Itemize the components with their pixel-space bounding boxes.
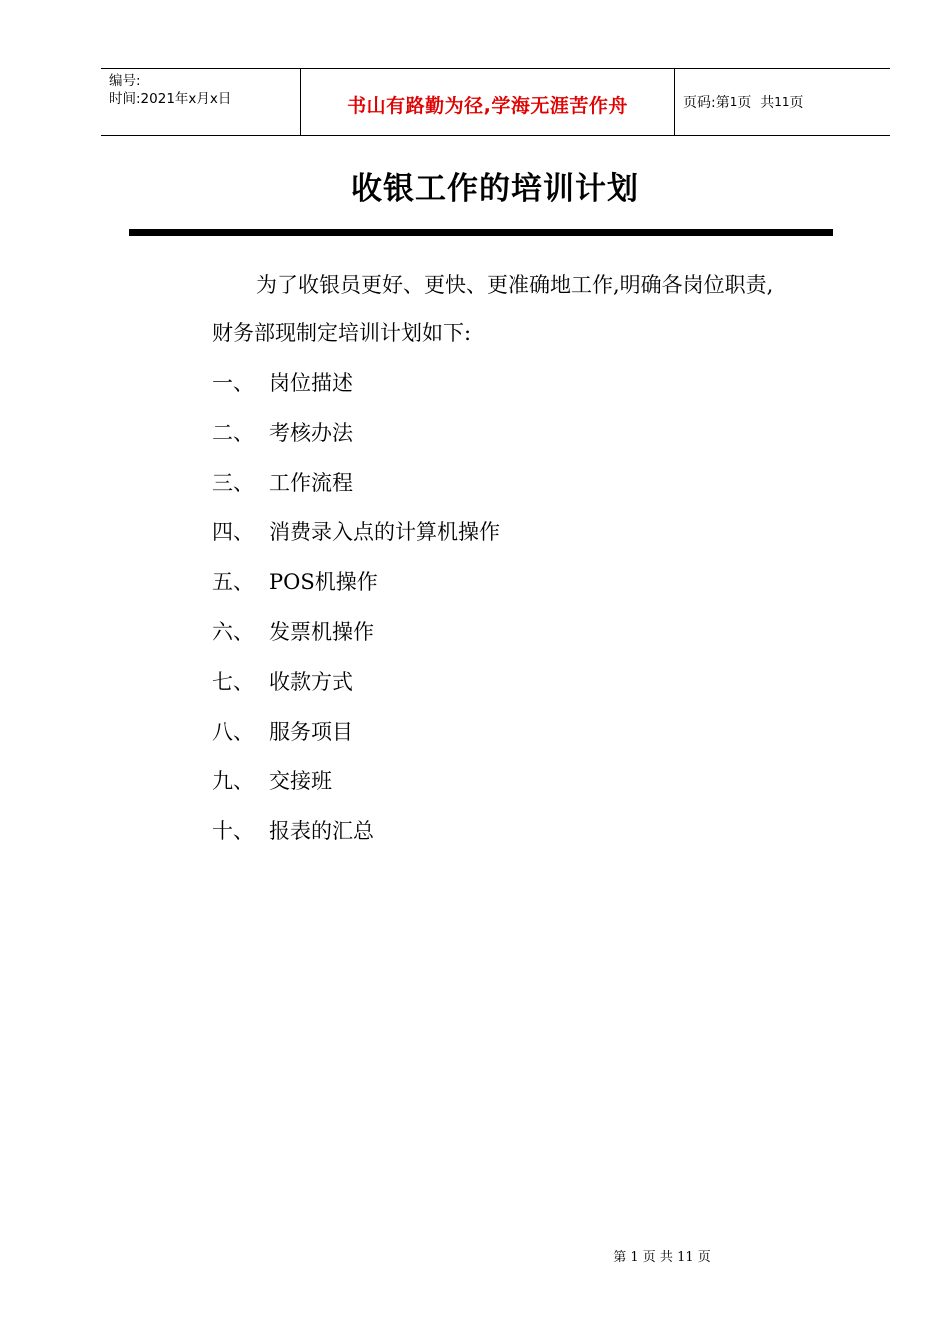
list-item-number: 五、 — [212, 570, 254, 595]
list-item-text: 岗位描述 — [269, 371, 353, 395]
list-item-number: 一、 — [212, 371, 254, 395]
list-item-text: 发票机操作 — [269, 619, 374, 644]
list-item-text: 交接班 — [269, 769, 332, 794]
list-item — [212, 757, 500, 807]
list-item — [212, 608, 500, 658]
list-item — [212, 459, 500, 509]
list-item-number: 七、 — [212, 669, 254, 694]
list-item-number: 三、 — [212, 470, 254, 495]
header-motto-cell — [301, 69, 675, 135]
list-item — [212, 508, 500, 558]
page-prefix: 页码:第 — [683, 95, 730, 111]
list-item-number: 六、 — [212, 619, 254, 644]
list-item — [212, 708, 500, 758]
list-item-text: POS机操作 — [269, 570, 378, 595]
list-item-text: 考核办法 — [269, 420, 353, 445]
page-footer — [0, 1246, 950, 1265]
list-item-text: 服务项目 — [269, 719, 353, 744]
intro-paragraph — [212, 261, 852, 357]
list-item — [212, 409, 500, 459]
list-item-number: 八、 — [212, 719, 254, 744]
list-item-text: 报表的汇总 — [269, 819, 374, 844]
list-item — [212, 658, 500, 708]
footer-mid: 页 共 — [642, 1250, 673, 1265]
page-mid: 页 共 — [737, 95, 775, 111]
footer-total: 11 — [677, 1250, 694, 1265]
title-rule — [129, 229, 833, 236]
list-item-number: 十、 — [212, 819, 254, 844]
document-title: 收银工作的培训计划 — [351, 171, 639, 207]
page-header — [101, 68, 890, 136]
header-meta — [101, 69, 301, 135]
list-item — [212, 558, 500, 608]
page-suffix: 页 — [789, 95, 804, 111]
footer-prefix: 第 — [613, 1250, 627, 1265]
footer-current: 1 — [630, 1250, 639, 1265]
date-label: 时间:2021年x月x日 — [109, 91, 232, 107]
page-current: 1 — [729, 95, 738, 109]
code-label: 编号: — [109, 73, 141, 89]
list-item — [212, 359, 500, 409]
list-item-number: 四、 — [212, 520, 254, 545]
list-item-text: 收款方式 — [269, 669, 353, 694]
list-item — [212, 807, 500, 857]
header-motto: 书山有路勤为径,学海无涯苦作舟 — [347, 94, 628, 117]
list-item-text: 工作流程 — [269, 470, 353, 495]
plan-outline-list — [212, 359, 500, 857]
list-item-number: 二、 — [212, 420, 254, 445]
intro-line-2: 财务部现制定培训计划如下: — [212, 321, 472, 345]
list-item-text: 消费录入点的计算机操作 — [269, 520, 500, 545]
intro-line-1: 为了收银员更好、更快、更准确地工作,明确各岗位职责, — [256, 273, 774, 297]
footer-suffix: 页 — [697, 1250, 711, 1265]
list-item-number: 九、 — [212, 769, 254, 794]
page-total: 11 — [774, 95, 790, 109]
header-page-number — [675, 69, 890, 135]
